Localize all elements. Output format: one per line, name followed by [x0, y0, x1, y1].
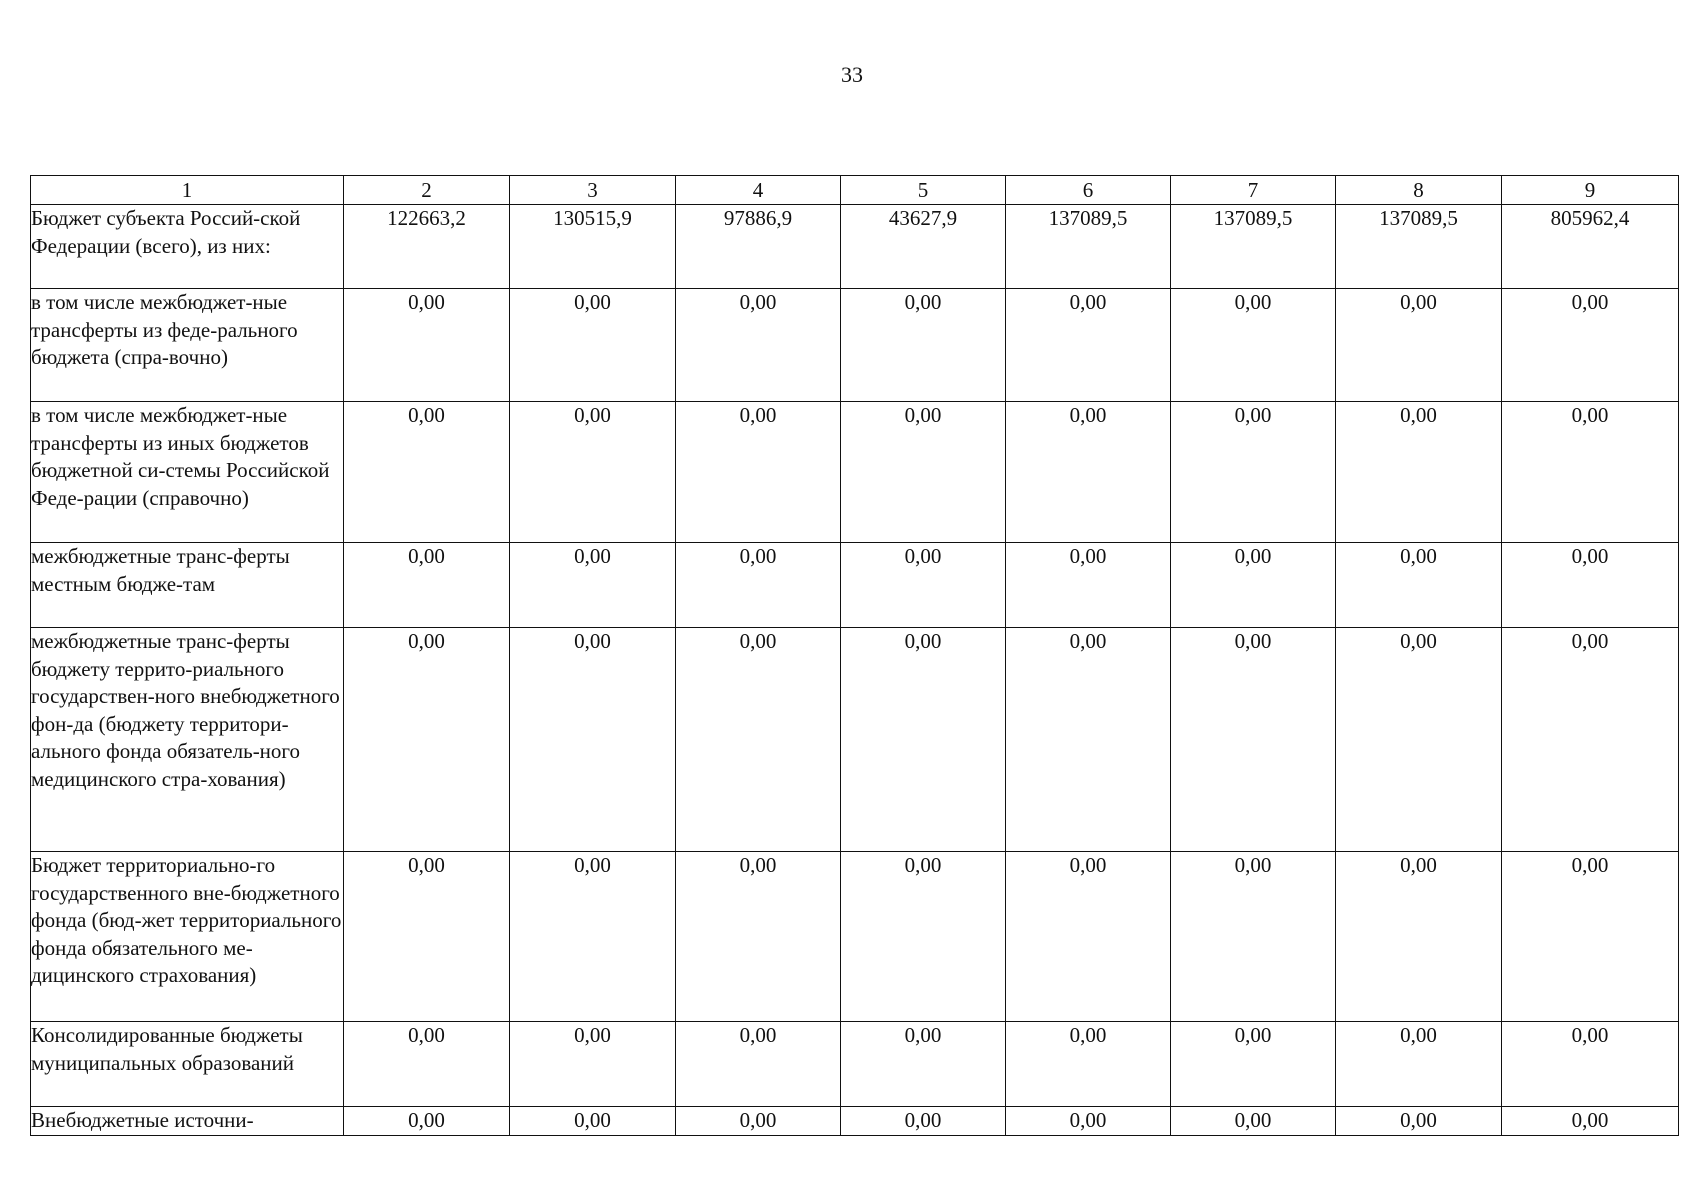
table-cell: 0,00 [1336, 402, 1502, 543]
column-header: 4 [676, 176, 841, 205]
column-header: 7 [1171, 176, 1336, 205]
table-cell: 0,00 [1336, 543, 1502, 628]
column-header: 2 [344, 176, 510, 205]
table-cell: 0,00 [344, 852, 510, 1022]
column-header: 1 [31, 176, 344, 205]
table-cell: 0,00 [1502, 543, 1679, 628]
table-cell: 0,00 [676, 852, 841, 1022]
table-cell: 97886,9 [676, 205, 841, 289]
table-cell: 0,00 [510, 289, 676, 402]
table-cell: 0,00 [1502, 1022, 1679, 1107]
table-row [31, 402, 1679, 543]
table-cell: 0,00 [1171, 402, 1336, 543]
table-cell: 805962,4 [1502, 205, 1679, 289]
table-cell: 0,00 [1006, 852, 1171, 1022]
table-cell: 0,00 [344, 402, 510, 543]
table-cell: 43627,9 [841, 205, 1006, 289]
header-row [31, 176, 1679, 205]
table-cell: 0,00 [1502, 852, 1679, 1022]
row-label: межбюджетные транс-ферты бюджету террито-риального государствен-ного внебюджетного фон-да (бюджету территори-ального фонда обязатель-ного медицинского стра-хования) [31, 628, 344, 852]
table-cell: 0,00 [1006, 628, 1171, 852]
row-label: Бюджет субъекта Россий-ской Федерации (всего), из них: [31, 205, 344, 289]
table-cell: 0,00 [1171, 1022, 1336, 1107]
table-cell: 137089,5 [1336, 205, 1502, 289]
table-cell: 0,00 [344, 1107, 510, 1136]
page-number: 33 [841, 62, 863, 87]
table-cell: 0,00 [676, 1022, 841, 1107]
table-cell: 0,00 [510, 852, 676, 1022]
table-row [31, 852, 1679, 1022]
table-cell: 0,00 [510, 1022, 676, 1107]
budget-table [30, 175, 1679, 1136]
row-label: Бюджет территориально-го государственного вне-бюджетного фонда (бюд-жет территориального фонда обязательного ме-дицинского страхования) [31, 852, 344, 1022]
table-cell: 0,00 [1006, 543, 1171, 628]
table-cell: 0,00 [1336, 289, 1502, 402]
row-label: Консолидированные бюджеты муниципальных образований [31, 1022, 344, 1107]
table-cell: 0,00 [841, 402, 1006, 543]
table-cell: 0,00 [841, 1022, 1006, 1107]
table-row [31, 289, 1679, 402]
table-cell: 0,00 [676, 402, 841, 543]
column-header: 8 [1336, 176, 1502, 205]
row-label: Внебюджетные источни- [31, 1107, 344, 1136]
table-row [31, 205, 1679, 289]
table-cell: 0,00 [1006, 1107, 1171, 1136]
table-row [31, 628, 1679, 852]
table-cell: 0,00 [1171, 543, 1336, 628]
table-cell: 0,00 [1336, 852, 1502, 1022]
column-header: 6 [1006, 176, 1171, 205]
row-label: в том числе межбюджет-ные трансферты из иных бюджетов бюджетной си-стемы Российской Феде-рации (справочно) [31, 402, 344, 543]
table-cell: 0,00 [510, 543, 676, 628]
table-cell: 0,00 [344, 628, 510, 852]
table-cell: 0,00 [510, 628, 676, 852]
table-cell: 0,00 [676, 543, 841, 628]
table-cell: 137089,5 [1006, 205, 1171, 289]
table-cell: 0,00 [676, 289, 841, 402]
table-cell: 0,00 [1006, 402, 1171, 543]
table-cell: 0,00 [1336, 1022, 1502, 1107]
table-cell: 0,00 [841, 543, 1006, 628]
table-cell: 0,00 [1171, 1107, 1336, 1136]
column-header: 9 [1502, 176, 1679, 205]
table-cell: 0,00 [841, 289, 1006, 402]
column-header: 3 [510, 176, 676, 205]
table-row [31, 543, 1679, 628]
table-cell: 122663,2 [344, 205, 510, 289]
table-row [31, 1022, 1679, 1107]
table-cell: 130515,9 [510, 205, 676, 289]
table-cell: 137089,5 [1171, 205, 1336, 289]
table-cell: 0,00 [841, 852, 1006, 1022]
table-cell: 0,00 [1336, 1107, 1502, 1136]
table-cell: 0,00 [1006, 1022, 1171, 1107]
row-label: межбюджетные транс-ферты местным бюдже-там [31, 543, 344, 628]
table-cell: 0,00 [841, 1107, 1006, 1136]
table-row [31, 1107, 1679, 1136]
row-label: в том числе межбюджет-ные трансферты из феде-рального бюджета (спра-вочно) [31, 289, 344, 402]
table-cell: 0,00 [841, 628, 1006, 852]
table-cell: 0,00 [344, 543, 510, 628]
column-header: 5 [841, 176, 1006, 205]
table-cell: 0,00 [1336, 628, 1502, 852]
table-cell: 0,00 [344, 289, 510, 402]
table-cell: 0,00 [1006, 289, 1171, 402]
table-cell: 0,00 [1171, 852, 1336, 1022]
table-cell: 0,00 [510, 402, 676, 543]
table-cell: 0,00 [1171, 289, 1336, 402]
table-cell: 0,00 [1502, 1107, 1679, 1136]
table-cell: 0,00 [510, 1107, 676, 1136]
table-cell: 0,00 [1171, 628, 1336, 852]
table-cell: 0,00 [1502, 628, 1679, 852]
table-cell: 0,00 [1502, 402, 1679, 543]
table-cell: 0,00 [344, 1022, 510, 1107]
table-cell: 0,00 [1502, 289, 1679, 402]
table-cell: 0,00 [676, 1107, 841, 1136]
table-cell: 0,00 [676, 628, 841, 852]
